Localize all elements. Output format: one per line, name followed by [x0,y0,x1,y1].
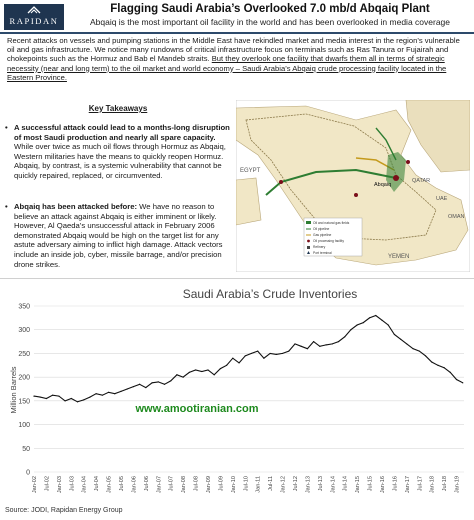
chart-title: Saudi Arabia’s Crude Inventories [182,287,358,301]
data-point [444,367,445,368]
x-tick-label: Jan-02 [32,476,38,494]
x-tick-label: Jan-17 [404,476,411,494]
data-point [127,388,128,389]
data-point [270,353,271,354]
x-tick-label: Jan-11 [255,476,262,493]
data-point [164,384,165,385]
abqaiq-facility-icon [393,175,399,181]
x-tick-label: Jul-10 [243,476,250,492]
takeaway-item [5,123,231,181]
data-point [83,399,84,400]
x-tick-label: Jan-10 [230,476,237,494]
data-point [462,382,463,383]
data-point [282,353,283,354]
data-point [369,317,370,318]
bullet-icon: • [5,123,8,132]
map-label-uae: UAE [436,196,448,202]
legend-gas-pipeline: Gas pipeline [313,233,332,237]
data-point [183,377,184,378]
data-point [170,380,171,381]
data-point [425,355,426,356]
data-point [139,384,140,385]
takeaway-item [5,202,231,269]
page-title: Flagging Saudi Arabia’s Overlooked 7.0 mb/d Abqaiq Plant [110,3,430,15]
data-point [40,396,41,397]
infrastructure-map [236,100,470,272]
report-header [0,0,474,34]
data-point [431,361,432,362]
data-point [176,374,177,375]
key-takeaways [5,98,231,278]
data-point [52,395,53,396]
takeaway-bold: Abqaiq has been attacked before: [14,202,138,211]
x-tick-label: Jul-09 [218,476,225,492]
x-tick-label: Jan-09 [205,476,212,494]
y-tick-label: 50 [22,445,30,453]
data-point [33,396,34,397]
y-tick-label: 100 [18,422,30,430]
key-takeaways-heading: Key Takeaways [88,104,148,113]
x-tick-label: Jan-07 [156,476,163,494]
legend-oil-pipeline: Oil pipeline [313,227,330,231]
x-tick-label: Jul-16 [392,476,399,492]
data-point [120,391,121,392]
section-divider [0,278,474,279]
data-point [294,343,295,344]
data-point [201,371,202,372]
data-point [301,346,302,347]
facility-icon [406,160,410,164]
legend-oil-fields: Oil and natural gas fields [313,221,350,225]
x-tick-label: Jul-17 [417,476,424,492]
data-point [189,372,190,373]
watermark-text: www.amootiranian.com [135,403,259,415]
data-point [338,341,339,342]
data-point [412,348,413,349]
data-point [71,398,72,399]
map-label-egypt: EGYPT [240,168,261,174]
data-point [263,358,264,359]
x-tick-label: Jan-03 [56,476,63,494]
data-point [350,329,351,330]
map-legend [304,218,362,256]
data-point [325,344,326,345]
data-point [158,381,159,382]
x-tick-label: Jul-04 [94,476,101,492]
takeaway-text: While over twice as much oil flows through Hormuz as Abqaiq, Western militaries have the means to quickly reopen Hormuz. Abqaiq, by contrast, is a systemic vulnerability that cannot be quickly repaired, replaced, or circumvented. [14,142,226,180]
facility-icon [279,180,283,184]
chart-svg [2,282,472,518]
data-point [102,395,103,396]
x-tick-label: Jul-18 [442,476,449,492]
chart-source: Source: JODI, Rapidan Energy Group [5,507,123,514]
data-point [58,396,59,397]
y-axis-label: Million Barrels [9,366,18,414]
data-point [344,336,345,337]
x-tick-label: Jan-16 [379,476,386,494]
data-point [381,320,382,321]
x-tick-label: Jul-13 [317,476,324,492]
data-point [46,398,47,399]
data-point [214,374,215,375]
data-point [251,353,252,354]
x-tick-label: Jul-07 [168,476,175,492]
data-point [363,322,364,323]
y-tick-label: 300 [18,327,30,335]
data-point [288,350,289,351]
data-point [456,379,457,380]
y-tick-label: 250 [18,350,30,358]
data-point [245,355,246,356]
data-point [357,324,358,325]
data-point [89,396,90,397]
legend-refinery: Refinery [313,245,326,249]
x-tick-label: Jan-12 [280,476,287,494]
crude-inventories-chart [2,282,472,518]
facility-icon [354,193,358,197]
data-point [195,369,196,370]
data-point [406,343,407,344]
data-point [437,365,438,366]
x-tick-label: Jul-15 [367,476,374,492]
data-point [419,350,420,351]
x-tick-label: Jul-14 [342,476,349,492]
map-label-qatar: QATAR [412,178,431,184]
data-point [313,341,314,342]
intro-paragraph [7,36,469,82]
data-point [332,343,333,344]
takeaway-text: We have no reason to believe an attack against Abqaiq is either imminent or likely. However, Al Qaeda’s unsuccessful attack in February 2006 demonstrated Abqaiq would be high on the target list for any astute adversary aiming to inflict high damage. Attack vectors include an inside job, cyber, missile barrage, and/or precision drone strikes. [14,202,223,269]
takeaway-bold: A successful attack could lead to a months-long disruption of most Saudi production and nearly all spare capacity. [14,123,230,142]
x-tick-label: Jan-06 [131,476,138,494]
data-point [450,372,451,373]
map-label-abqaiq: Abqaiq [374,182,392,188]
logo-mark-icon [27,6,41,14]
y-tick-label: 200 [18,374,30,382]
legend-processing-facility: Oil processing facility [313,239,344,243]
map-label-oman: OMAN [448,214,465,220]
intro-text: Recent attacks on vessels and pumping stations in the Middle East have rekindled market and media interest in the region’s vulnerable oil and gas infrastructure. We notice many rundowns of critical infrastructure focus on terminals such as Ras Tanura or Fujairah and chokepoints such as the Hormuz and Bab el Mandeb straits. [7,36,460,64]
data-point [276,354,277,355]
page-subtitle: Abqaiq is the most important oil facility in the world and has been overlooked in media coverage [89,17,451,27]
x-tick-label: Jan-04 [81,476,88,494]
data-point [64,400,65,401]
map-label-yemen: YEMEN [388,254,410,260]
x-tick-label: Jan-18 [429,476,436,494]
header-divider [0,32,474,34]
data-point [114,393,115,394]
data-point [394,334,395,335]
x-tick-label: Jan-13 [305,476,312,494]
x-tick-label: Jul-05 [118,476,125,492]
data-point [108,392,109,393]
data-point [226,365,227,366]
legend-port-terminal: Port terminal [313,251,332,255]
x-tick-label: Jan-08 [181,476,188,494]
data-point [388,324,389,325]
x-tick-label: Jan-14 [330,476,337,494]
x-tick-label: Jul-12 [292,476,299,492]
x-tick-label: Jan-05 [106,476,113,494]
logo-text: RAPIDAN [9,16,59,26]
rapidan-logo [4,4,64,30]
x-tick-label: Jul-06 [143,476,150,492]
data-point [145,387,146,388]
data-point [238,362,239,363]
data-point [151,382,152,383]
x-tick-label: Jan-15 [355,476,362,494]
y-tick-label: 150 [18,398,30,406]
data-point [232,358,233,359]
y-tick-label: 0 [26,469,30,477]
x-tick-label: Jul-03 [69,476,76,492]
map-svg [236,100,470,272]
data-point [375,315,376,316]
intro-underlined-text: But they overlook one facility that dwarfs them all in terms of strategic necessity (near and long term) to the oil market and world economy – Saudi Arabia’s Abqaiq crude processing facility located in the Eastern Province. [7,54,447,82]
data-point [319,346,320,347]
x-tick-label: Jul-08 [193,476,200,492]
y-tick-label: 350 [18,303,30,311]
x-tick-label: Jul-02 [44,476,51,492]
data-point [96,393,97,394]
data-point [400,339,401,340]
data-point [257,350,258,351]
data-point [133,386,134,387]
data-point [307,348,308,349]
data-point [207,369,208,370]
data-point [220,368,221,369]
x-tick-label: Jan-19 [454,476,461,494]
bullet-icon: • [5,202,8,211]
data-point [77,401,78,402]
chart-x-ticks [32,476,461,493]
x-tick-label: Jul-11 [268,476,275,491]
